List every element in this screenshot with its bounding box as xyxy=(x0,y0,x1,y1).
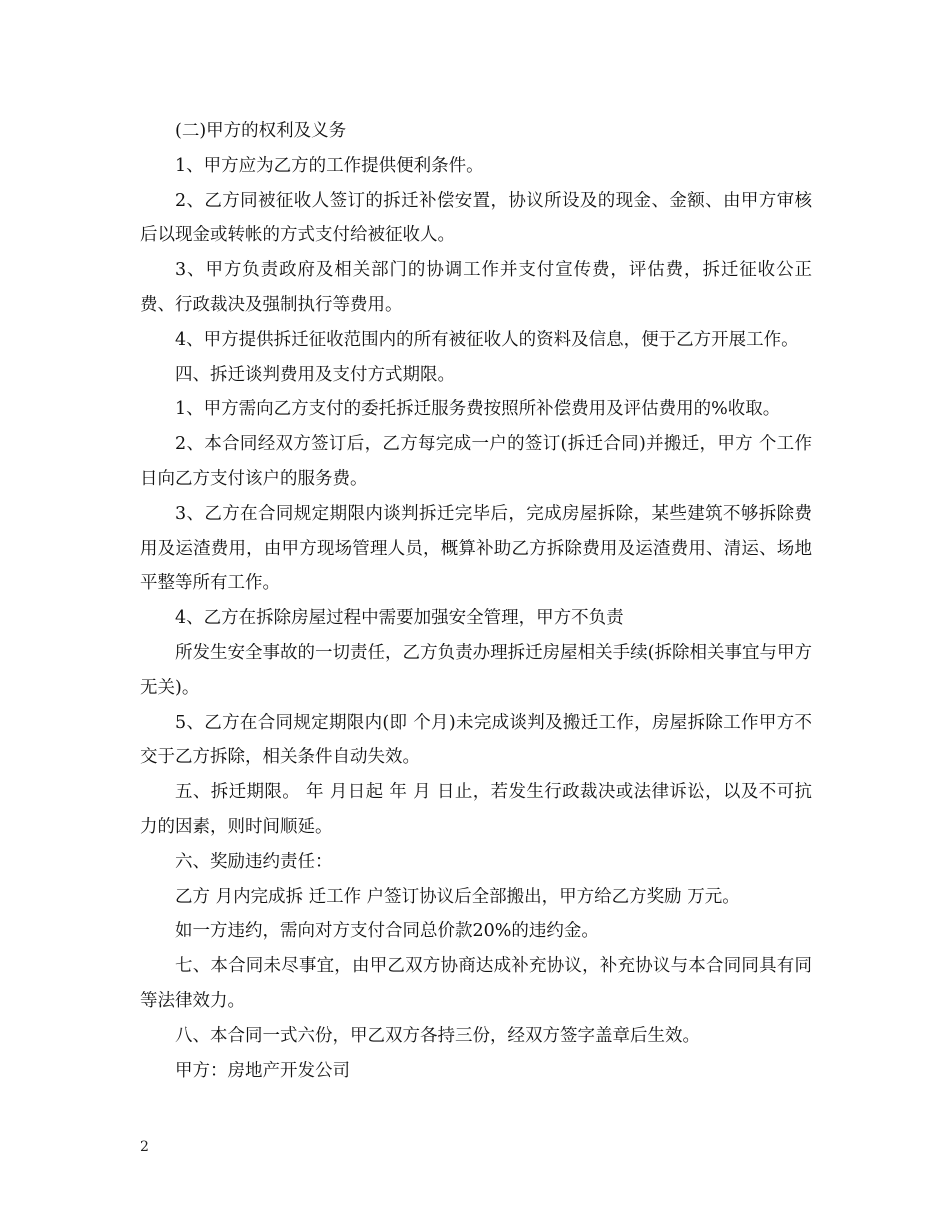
section-heading-period: 五、拆迁期限。 年 月日起 年 月 日止，若发生行政裁决或法律诉讼，以及不可抗力的因素，则时间顺延。 xyxy=(140,782,812,837)
clause-party-a-1: 1、甲方应为乙方的工作提供便利条件。 xyxy=(175,155,484,176)
section-heading-party-a-rights: (二)甲方的权利及义务 xyxy=(175,121,347,141)
clause-fees-5: 5、乙方在合同规定期限内(即 个月)未完成谈判及搬迁工作，房屋拆除工作甲方不交于乙方拆除，相关条件自动失效。 xyxy=(140,712,812,768)
clause-fees-2: 2、本合同经双方签订后，乙方每完成一户的签订(拆迁合同)并搬迁，甲方 个工作日向乙方支付该户的服务费。 xyxy=(140,434,812,489)
clause-fees-4: 4、乙方在拆除房屋过程中需要加强安全管理，甲方不负责 xyxy=(175,608,624,629)
section-heading-rewards: 六、奖励违约责任： xyxy=(175,851,333,872)
clause-reward: 乙方 月内完成拆 迁工作 户签订协议后全部搬出，甲方给乙方奖励 万元。 xyxy=(175,886,740,907)
clause-party-a-4: 4、甲方提供拆迁征收范围内的所有被征收人的资料及信息，便于乙方开展工作。 xyxy=(175,329,799,350)
document-body xyxy=(140,114,812,1088)
clause-party-a-3: 3、甲方负责政府及相关部门的协调工作并支付宣传费，评估费，拆迁征收公正费、行政裁决及强制执行等费用。 xyxy=(140,260,812,315)
clause-breach: 如一方违约，需向对方支付合同总价款20%的违约金。 xyxy=(175,921,599,942)
section-heading-supplement: 七、本合同未尽事宜，由甲乙双方协商达成补充协议，补充协议与本合同同具有同等法律效力。 xyxy=(140,956,812,1011)
clause-party-a-2: 2、乙方同被征收人签订的拆迁补偿安置，协议所设及的现金、金额、由甲方审核后以现金或转帐的方式支付给被征收人。 xyxy=(140,190,812,246)
signature-party-a: 甲方：房地产开发公司 xyxy=(175,1060,350,1081)
section-heading-fees: 四、拆迁谈判费用及支付方式期限。 xyxy=(175,364,455,385)
clause-fees-1: 1、甲方需向乙方支付的委托拆迁服务费按照所补偿费用及评估费用的%收取。 xyxy=(175,399,781,420)
clause-fees-4-continued: 所发生安全事故的一切责任，乙方负责办理拆迁房屋相关手续(拆除相关事宜与甲方无关)。 xyxy=(140,642,812,698)
page-number: 2 xyxy=(140,1139,149,1155)
section-heading-copies: 八、本合同一式六份，甲乙双方各持三份，经双方签字盖章后生效。 xyxy=(175,1025,700,1046)
clause-fees-3: 3、乙方在合同规定期限内谈判拆迁完毕后，完成房屋拆除，某些建筑不够拆除费用及运渣费用，由甲方现场管理人员，概算补助乙方拆除费用及运渣费用、清运、场地平整等所有工作。 xyxy=(140,503,812,594)
